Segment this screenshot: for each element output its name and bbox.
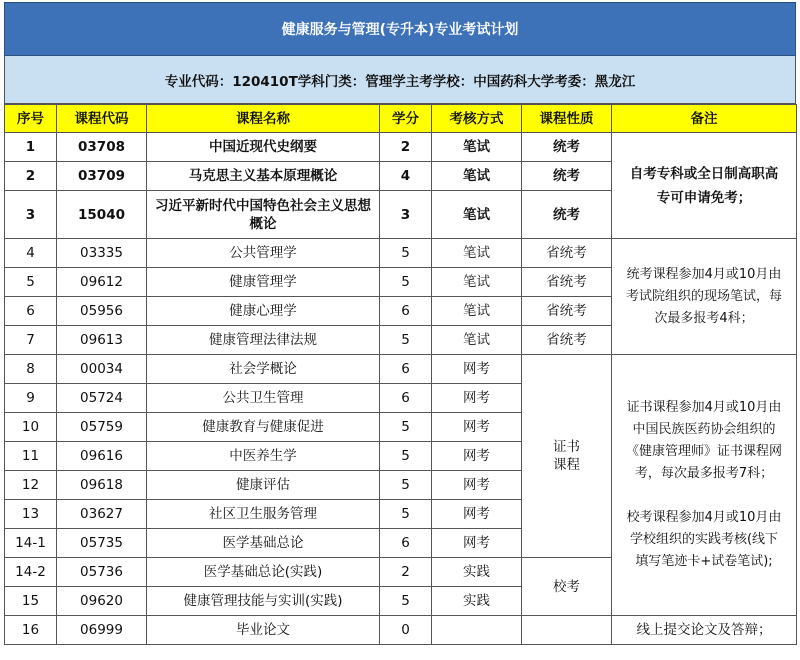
cell-nature-cert [522,355,612,558]
cell-method: 笔试 [432,326,522,355]
remark-provincial: 统考课程参加4月或10月由考试院组织的现场笔试，每次最多报考4科； [612,239,797,355]
cell-code: 03708 [57,133,147,162]
header-seq: 序号 [5,105,57,133]
cell-credit: 4 [380,162,432,191]
table-row [5,239,797,268]
cell-seq: 4 [5,239,57,268]
cell-seq: 1 [5,133,57,162]
cell-credit: 5 [380,268,432,297]
cell-code: 00034 [57,355,147,384]
cell-nature: 统考 [522,133,612,162]
cell-nature [522,616,612,645]
cell-method: 网考 [432,442,522,471]
cell-seq: 7 [5,326,57,355]
header-name: 课程名称 [147,105,380,133]
cell-credit: 2 [380,133,432,162]
cell-nature: 省统考 [522,326,612,355]
cell-method: 笔试 [432,239,522,268]
header-remark: 备注 [612,105,797,133]
cell-name: 中医养生学 [147,442,380,471]
cell-seq: 5 [5,268,57,297]
cell-nature: 省统考 [522,268,612,297]
header-row [5,105,797,133]
cell-method: 实践 [432,587,522,616]
cell-seq: 14-1 [5,529,57,558]
header-nature: 课程性质 [522,105,612,133]
cell-seq: 11 [5,442,57,471]
course-table [4,104,797,645]
major-info: 专业代码：120410T学科门类：管理学主考学校：中国药科大学考委：黑龙江 [4,56,796,104]
cell-seq: 13 [5,500,57,529]
cell-nature: 统考 [522,162,612,191]
cell-seq: 15 [5,587,57,616]
cell-code: 03335 [57,239,147,268]
remark-unified: 自考专科或全日制高职高专可申请免考； [612,133,797,239]
cell-method: 笔试 [432,133,522,162]
cell-method [432,616,522,645]
cell-code: 09616 [57,442,147,471]
cell-seq: 10 [5,413,57,442]
cell-method: 笔试 [432,268,522,297]
cell-credit: 5 [380,413,432,442]
cell-credit: 5 [380,326,432,355]
cell-name: 医学基础总论(实践) [147,558,380,587]
cell-code: 09618 [57,471,147,500]
cell-method: 实践 [432,558,522,587]
cell-seq: 16 [5,616,57,645]
remark-school: 校考课程参加4月或10月由学校组织的实践考核(线下填写笔迹卡+试卷笔试); [626,510,782,569]
cell-name: 马克思主义基本原理概论 [147,162,380,191]
cell-credit: 6 [380,355,432,384]
cell-method: 笔试 [432,191,522,239]
cell-seq: 12 [5,471,57,500]
cell-code: 05759 [57,413,147,442]
cell-credit: 5 [380,500,432,529]
cell-name: 公共管理学 [147,239,380,268]
cell-code: 05724 [57,384,147,413]
cell-name: 健康心理学 [147,297,380,326]
cell-credit: 0 [380,616,432,645]
cell-credit: 2 [380,558,432,587]
cell-nature-school: 校考 [522,558,612,616]
cell-name: 习近平新时代中国特色社会主义思想概论 [147,191,380,239]
cell-name: 公共卫生管理 [147,384,380,413]
table-row [5,133,797,162]
cell-name: 健康管理学 [147,268,380,297]
page-title: 健康服务与管理(专升本)专业考试计划 [4,2,796,56]
cell-nature: 省统考 [522,297,612,326]
cell-method: 网考 [432,355,522,384]
cell-code: 05956 [57,297,147,326]
cell-code: 09612 [57,268,147,297]
cell-name: 毕业论文 [147,616,380,645]
cell-name: 健康管理技能与实训(实践) [147,587,380,616]
cell-name: 社会学概论 [147,355,380,384]
header-method: 考核方式 [432,105,522,133]
cell-code: 05736 [57,558,147,587]
cell-credit: 6 [380,529,432,558]
cell-nature: 统考 [522,191,612,239]
cell-method: 网考 [432,529,522,558]
cell-code: 09613 [57,326,147,355]
cell-name: 健康管理法律法规 [147,326,380,355]
cell-code: 09620 [57,587,147,616]
cell-method: 笔试 [432,297,522,326]
cell-method: 网考 [432,413,522,442]
cell-credit: 5 [380,239,432,268]
cell-code: 06999 [57,616,147,645]
cell-credit: 3 [380,191,432,239]
table-row [5,355,797,384]
cell-code: 15040 [57,191,147,239]
cell-seq: 6 [5,297,57,326]
cell-name: 健康教育与健康促进 [147,413,380,442]
cell-code: 03709 [57,162,147,191]
cell-method: 网考 [432,384,522,413]
cell-method: 网考 [432,500,522,529]
exam-plan [4,2,796,645]
cell-method: 笔试 [432,162,522,191]
cell-credit: 6 [380,384,432,413]
cell-credit: 5 [380,587,432,616]
header-code: 课程代码 [57,105,147,133]
cell-credit: 5 [380,442,432,471]
cell-code: 05735 [57,529,147,558]
nature-cert-label: 证书课程 [553,439,580,473]
table-row [5,616,797,645]
cell-method: 网考 [432,471,522,500]
cell-credit: 5 [380,471,432,500]
cell-nature: 省统考 [522,239,612,268]
cell-seq: 8 [5,355,57,384]
cell-name: 中国近现代史纲要 [147,133,380,162]
remark-thesis: 线上提交论文及答辩； [612,616,797,645]
cell-seq: 2 [5,162,57,191]
cell-name: 健康评估 [147,471,380,500]
cell-name: 医学基础总论 [147,529,380,558]
header-credit: 学分 [380,105,432,133]
cell-seq: 9 [5,384,57,413]
cell-credit: 6 [380,297,432,326]
cell-seq: 3 [5,191,57,239]
remark-cert: 证书课程参加4月或10月由中国民族医药协会组织的《健康管理师》证书课程网考，每次最多报考7科； [626,400,783,481]
cell-seq: 14-2 [5,558,57,587]
cell-code: 03627 [57,500,147,529]
remark-cert-school [612,355,797,616]
cell-name: 社区卫生服务管理 [147,500,380,529]
